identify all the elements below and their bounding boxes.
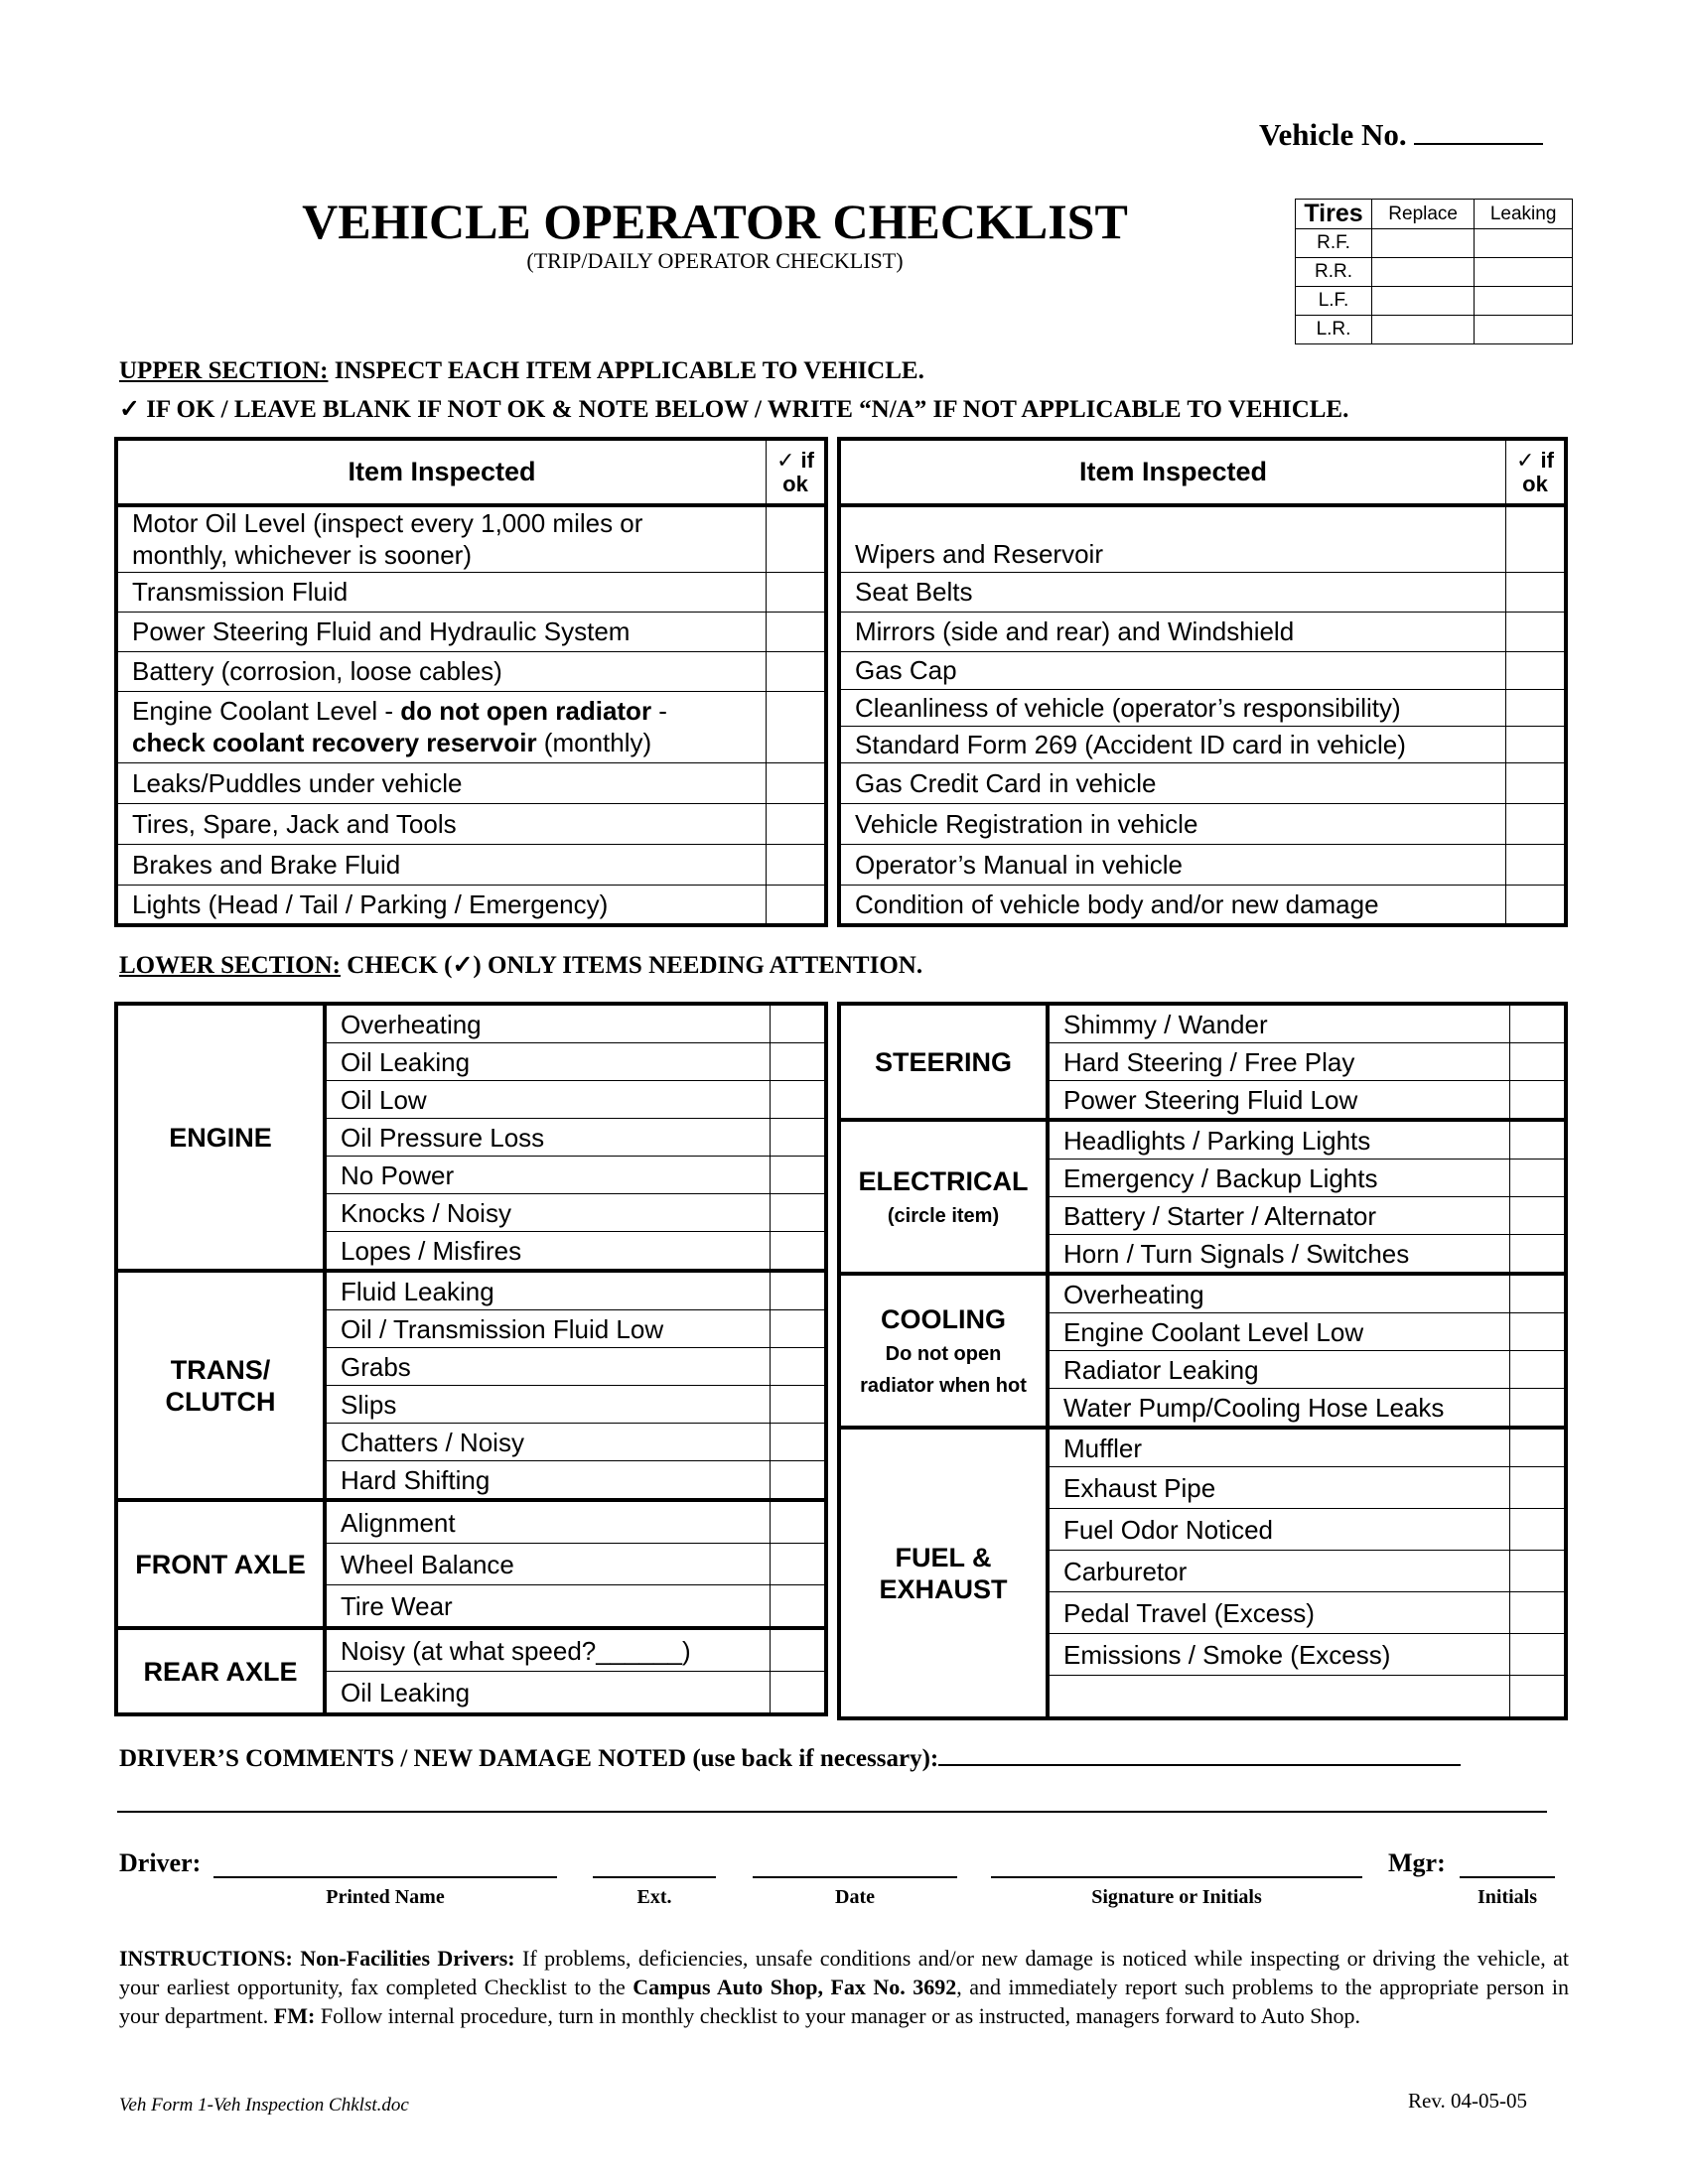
ok-check-cell[interactable] (767, 691, 827, 762)
attention-check-cell[interactable] (771, 1081, 827, 1119)
attention-item: Emissions / Smoke (Excess) (1048, 1634, 1510, 1676)
lower-section-instruction: CHECK (✓) ONLY ITEMS NEEDING ATTENTION. (340, 952, 923, 979)
attention-check-cell[interactable] (1510, 1428, 1567, 1467)
attention-check-cell[interactable] (1510, 1676, 1567, 1719)
vehicle-number-field (1259, 117, 1543, 153)
attention-check-cell[interactable] (771, 1672, 827, 1715)
attention-item: Fuel Odor Noticed (1048, 1509, 1510, 1551)
lower-section-label: LOWER SECTION: (119, 952, 341, 979)
attention-item: Oil Low (325, 1081, 771, 1119)
attention-check-cell[interactable] (771, 1585, 827, 1629)
attention-check-cell[interactable] (1510, 1197, 1567, 1235)
upper-section-instruction-2: ✓ IF OK / LEAVE BLANK IF NOT OK & NOTE BELOW / WRITE “N/A” IF NOT APPLICABLE TO VEHICLE. (119, 396, 1349, 423)
vehicle-number-input[interactable] (1414, 117, 1543, 145)
attention-check-cell[interactable] (771, 1119, 827, 1157)
attention-check-cell[interactable] (1510, 1120, 1567, 1160)
attention-check-cell[interactable] (771, 1424, 827, 1461)
attention-item: Pedal Travel (Excess) (1048, 1592, 1510, 1634)
inspection-item: Mirrors (side and rear) and Windshield (839, 612, 1506, 651)
printed-name-label: Printed Name (326, 1886, 445, 1908)
ok-check-cell[interactable] (1506, 803, 1567, 844)
category-rear-axle: REAR AXLE (116, 1628, 325, 1714)
inspection-item: Battery (corrosion, loose cables) (116, 651, 767, 691)
category-steering: STEERING (839, 1004, 1048, 1120)
attention-check-cell[interactable] (771, 1544, 827, 1585)
drivers-comments (119, 1742, 1461, 1773)
footer-filename: Veh Form 1-Veh Inspection Chklst.doc (119, 2095, 409, 2116)
attention-item: Alignment (325, 1500, 771, 1544)
tire-label: R.R. (1296, 258, 1372, 287)
tire-label: R.F. (1296, 229, 1372, 258)
inspection-item: Gas Cap (839, 651, 1506, 689)
tires-table (1295, 199, 1573, 344)
col-check-ok: ✓ if ok (767, 439, 827, 505)
comments-label: DRIVER’S COMMENTS / NEW DAMAGE NOTED (use back if necessary): (119, 1745, 939, 1772)
inspection-item: Engine Coolant Level - do not open radiator - check coolant recovery reservoir (monthly) (116, 691, 767, 762)
inspection-item: Standard Form 269 (Accident ID card in vehicle) (839, 726, 1506, 762)
attention-item: Chatters / Noisy (325, 1424, 771, 1461)
attention-item: Knocks / Noisy (325, 1194, 771, 1232)
ok-check-cell[interactable] (1506, 689, 1567, 726)
lower-section-heading (119, 950, 922, 980)
ok-check-cell[interactable] (1506, 844, 1567, 885)
attention-check-cell[interactable] (771, 1628, 827, 1672)
page-subtitle: (TRIP/DAILY OPERATOR CHECKLIST) (526, 248, 904, 273)
attention-item: Hard Shifting (325, 1461, 771, 1501)
lower-right-table (837, 1002, 1568, 1720)
inspection-item: Brakes and Brake Fluid (116, 844, 767, 885)
attention-item: Oil Leaking (325, 1672, 771, 1715)
ok-check-cell[interactable] (767, 885, 827, 925)
inspection-item: Wipers and Reservoir (839, 505, 1506, 572)
attention-item: Wheel Balance (325, 1544, 771, 1585)
attention-item: Hard Steering / Free Play (1048, 1043, 1510, 1081)
attention-item (1048, 1676, 1510, 1719)
ok-check-cell[interactable] (767, 844, 827, 885)
tire-check-cell[interactable] (1475, 229, 1573, 258)
initials-label: Initials (1477, 1886, 1538, 1908)
inspection-item: Leaks/Puddles under vehicle (116, 762, 767, 803)
inspection-item: Lights (Head / Tail / Parking / Emergency) (116, 885, 767, 925)
attention-item: Engine Coolant Level Low (1048, 1313, 1510, 1351)
category-engine: ENGINE (116, 1004, 325, 1271)
attention-item: Tire Wear (325, 1585, 771, 1629)
inspection-item: Motor Oil Level (inspect every 1,000 miles or monthly, whichever is sooner) (116, 505, 767, 572)
attention-item: Radiator Leaking (1048, 1351, 1510, 1389)
mgr-initials-input[interactable] (1460, 1876, 1555, 1878)
category-electrical: ELECTRICAL (circle item) (839, 1120, 1048, 1274)
attention-check-cell[interactable] (771, 1500, 827, 1544)
attention-item: Water Pump/Cooling Hose Leaks (1048, 1389, 1510, 1429)
printed-name-input[interactable] (213, 1876, 557, 1878)
tire-check-cell[interactable] (1372, 287, 1475, 316)
attention-check-cell[interactable] (1510, 1551, 1567, 1592)
attention-check-cell[interactable] (1510, 1043, 1567, 1081)
tire-check-cell[interactable] (1475, 316, 1573, 344)
attention-item: Carburetor (1048, 1551, 1510, 1592)
attention-item: Emergency / Backup Lights (1048, 1160, 1510, 1197)
tires-col-leaking: Leaking (1475, 200, 1573, 229)
attention-check-cell[interactable] (1510, 1235, 1567, 1275)
attention-check-cell[interactable] (771, 1232, 827, 1272)
date-input[interactable] (753, 1876, 957, 1878)
tire-check-cell[interactable] (1372, 258, 1475, 287)
attention-check-cell[interactable] (771, 1194, 827, 1232)
col-item-inspected: Item Inspected (116, 439, 767, 505)
upper-section-label: UPPER SECTION: (119, 357, 329, 384)
page-title: VEHICLE OPERATOR CHECKLIST (302, 194, 1128, 249)
attention-item: No Power (325, 1157, 771, 1194)
attention-check-cell[interactable] (1510, 1313, 1567, 1351)
attention-item: Overheating (1048, 1274, 1510, 1313)
inspection-item: Gas Credit Card in vehicle (839, 762, 1506, 803)
tire-check-cell[interactable] (1372, 316, 1475, 344)
attention-item: Shimmy / Wander (1048, 1004, 1510, 1043)
tire-label: L.F. (1296, 287, 1372, 316)
attention-check-cell[interactable] (771, 1271, 827, 1310)
ok-check-cell[interactable] (767, 612, 827, 651)
inspection-item: Condition of vehicle body and/or new damage (839, 885, 1506, 925)
inspection-item: Power Steering Fluid and Hydraulic System (116, 612, 767, 651)
attention-item: Battery / Starter / Alternator (1048, 1197, 1510, 1235)
ok-check-cell[interactable] (767, 505, 827, 572)
attention-item: Overheating (325, 1004, 771, 1043)
tire-check-cell[interactable] (1372, 229, 1475, 258)
attention-item: Oil Leaking (325, 1043, 771, 1081)
attention-item: Noisy (at what speed?______) (325, 1628, 771, 1672)
attention-check-cell[interactable] (771, 1157, 827, 1194)
tires-col-replace: Replace (1372, 200, 1475, 229)
attention-item: Headlights / Parking Lights (1048, 1120, 1510, 1160)
attention-check-cell[interactable] (1510, 1592, 1567, 1634)
ok-check-cell[interactable] (1506, 651, 1567, 689)
inspection-item: Tires, Spare, Jack and Tools (116, 803, 767, 844)
attention-check-cell[interactable] (1510, 1351, 1567, 1389)
category-cooling: COOLING Do not open radiator when hot (839, 1274, 1048, 1428)
vehicle-number-label: Vehicle No. (1259, 117, 1407, 152)
signature-input[interactable] (991, 1876, 1362, 1878)
comments-input[interactable] (938, 1742, 1461, 1766)
attention-check-cell[interactable] (1510, 1004, 1567, 1043)
attention-item: Lopes / Misfires (325, 1232, 771, 1272)
ok-check-cell[interactable] (1506, 885, 1567, 925)
ext-input[interactable] (593, 1876, 716, 1878)
attention-check-cell[interactable] (1510, 1389, 1567, 1429)
inspection-item: Transmission Fluid (116, 572, 767, 612)
attention-check-cell[interactable] (1510, 1634, 1567, 1676)
attention-item: Fluid Leaking (325, 1271, 771, 1310)
attention-check-cell[interactable] (771, 1043, 827, 1081)
inspection-item: Seat Belts (839, 572, 1506, 612)
tire-check-cell[interactable] (1475, 287, 1573, 316)
attention-item: Oil Pressure Loss (325, 1119, 771, 1157)
ok-check-cell[interactable] (1506, 505, 1567, 572)
inspection-item: Cleanliness of vehicle (operator’s responsibility) (839, 689, 1506, 726)
attention-check-cell[interactable] (1510, 1081, 1567, 1121)
col-check-ok: ✓ if ok (1506, 439, 1567, 505)
category-fuel-exhaust: FUEL & EXHAUST (839, 1428, 1048, 1718)
driver-label: Driver: (119, 1848, 202, 1877)
attention-check-cell[interactable] (1510, 1274, 1567, 1313)
attention-check-cell[interactable] (1510, 1160, 1567, 1197)
inspection-item: Operator’s Manual in vehicle (839, 844, 1506, 885)
mgr-label: Mgr: (1388, 1848, 1446, 1877)
attention-item: Grabs (325, 1348, 771, 1386)
tires-header: Tires (1296, 200, 1372, 229)
tire-label: L.R. (1296, 316, 1372, 344)
attention-item: Horn / Turn Signals / Switches (1048, 1235, 1510, 1275)
upper-section-heading (119, 357, 924, 385)
category-front-axle: FRONT AXLE (116, 1500, 325, 1628)
attention-item: Slips (325, 1386, 771, 1424)
ok-check-cell[interactable] (767, 651, 827, 691)
ok-check-cell[interactable] (1506, 572, 1567, 612)
comments-input-line-2[interactable] (117, 1811, 1547, 1813)
attention-check-cell[interactable] (771, 1461, 827, 1501)
attention-check-cell[interactable] (771, 1310, 827, 1348)
attention-item: Exhaust Pipe (1048, 1467, 1510, 1509)
attention-item: Muffler (1048, 1428, 1510, 1467)
ext-label: Ext. (636, 1886, 672, 1908)
footer-revision: Rev. 04-05-05 (1408, 2089, 1527, 2113)
date-label: Date (835, 1886, 875, 1908)
ok-check-cell[interactable] (1506, 612, 1567, 651)
attention-item: Power Steering Fluid Low (1048, 1081, 1510, 1121)
attention-check-cell[interactable] (771, 1386, 827, 1424)
upper-section-instruction: INSPECT EACH ITEM APPLICABLE TO VEHICLE. (328, 357, 924, 384)
attention-check-cell[interactable] (1510, 1467, 1567, 1509)
signature-label: Signature or Initials (1091, 1886, 1262, 1908)
lower-left-table (114, 1002, 828, 1716)
ok-check-cell[interactable] (767, 572, 827, 612)
ok-check-cell[interactable] (1506, 762, 1567, 803)
inspection-item: Vehicle Registration in vehicle (839, 803, 1506, 844)
upper-right-table (837, 437, 1568, 927)
ok-check-cell[interactable] (1506, 726, 1567, 762)
tire-check-cell[interactable] (1475, 258, 1573, 287)
attention-check-cell[interactable] (1510, 1509, 1567, 1551)
instructions-paragraph: INSTRUCTIONS: Non-Facilities Drivers: If problems, deficiencies, unsafe conditions and/or new damage is noticed while inspecting or driving the vehicle, at your earliest opportunity, fax completed Checklist to the Campus Auto Shop, Fax No. 3692, and immediately report such problems to the appropriate person in your department. FM: Follow internal procedure, turn in monthly checklist to your manager or as instructed, managers forward to Auto Shop. (119, 1946, 1570, 2028)
attention-check-cell[interactable] (771, 1004, 827, 1043)
attention-item: Oil / Transmission Fluid Low (325, 1310, 771, 1348)
upper-left-table (114, 437, 828, 927)
ok-check-cell[interactable] (767, 762, 827, 803)
ok-check-cell[interactable] (767, 803, 827, 844)
col-item-inspected: Item Inspected (839, 439, 1506, 505)
category-trans-clutch: TRANS/ CLUTCH (116, 1271, 325, 1500)
attention-check-cell[interactable] (771, 1348, 827, 1386)
